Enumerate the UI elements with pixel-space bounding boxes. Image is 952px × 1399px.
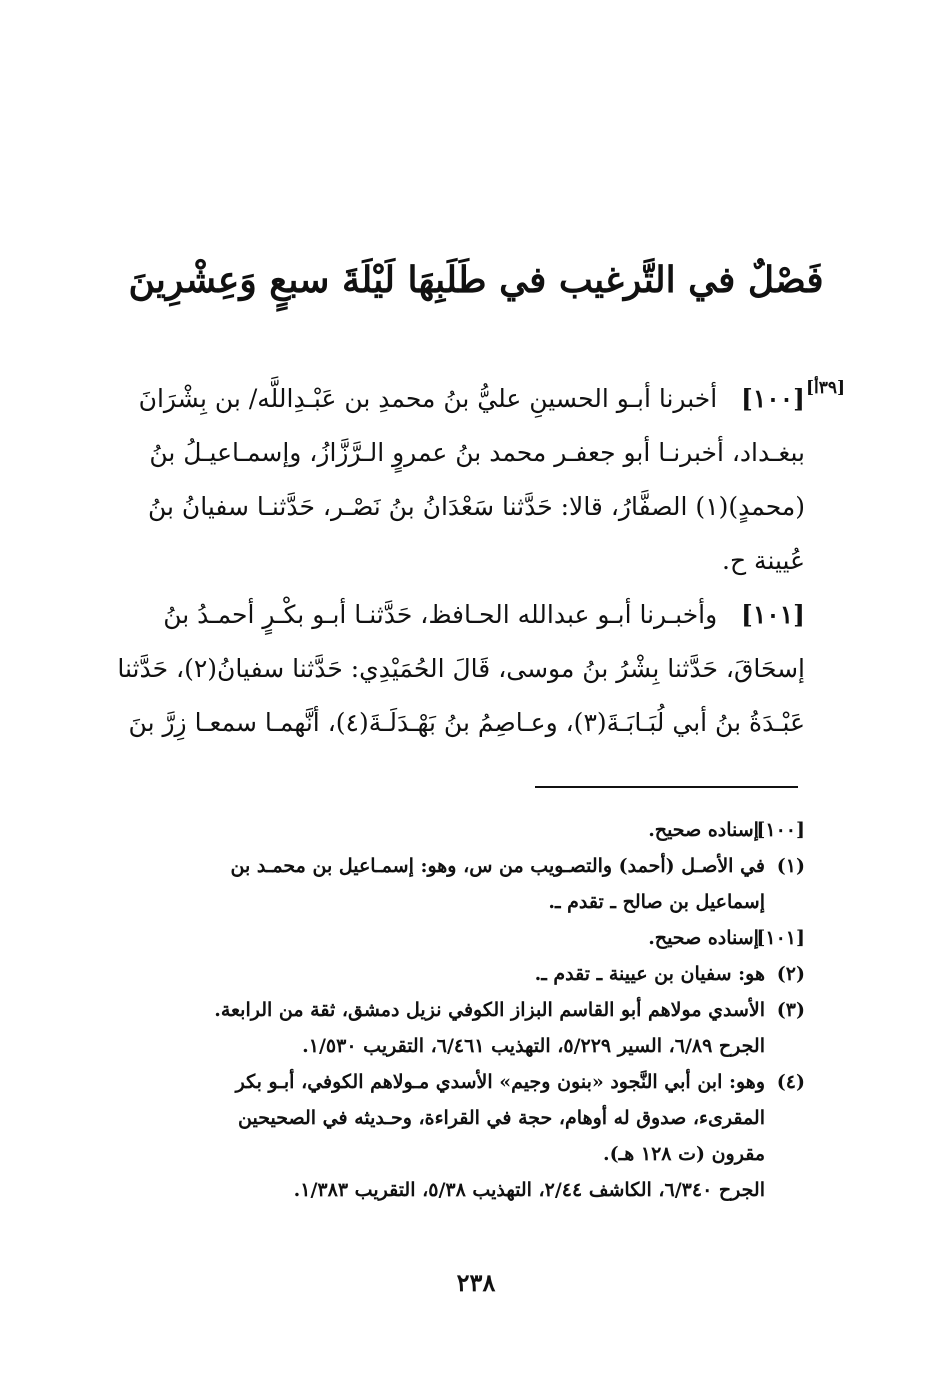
paragraph-line: (محمدٍ)(١) الصفَّارُ، قالا: حَدَّثنا سَعْدَانُ بنُ نَصْـر، حَدَّثنـا سفيانُ بنُ [147, 492, 805, 521]
paragraph-line-text: وأخبـرنا أبـو عبدالله الحـافظ، حَدَّثنـا أبـو بكْـرٍ أحمـدُ بنُ [163, 600, 718, 629]
footnote-separator [535, 786, 798, 788]
footnote-line [108, 920, 805, 956]
footnote-text: إسناده صحيح. [648, 927, 759, 949]
section-title: فَصْلٌ في التَّرغيب في طَلَبِهَا لَيْلَةَ سبعٍ وَعِشْرِينَ [128, 259, 824, 301]
paragraph-line: عَبْـدَةُ بنُ أبي لُبَـابَـةَ(٣)، وعـاصِمُ بنُ بَهْـدَلَـةَ(٤)، أنَّهمـا سمعـا زِرَّ بنَ [128, 708, 805, 737]
footnote-text: وهو: ابن أبي النَّجود «بنون وجيم» الأسدي مـولاهم الكوفي، أبـو بكر [235, 1071, 765, 1093]
footnote-text: هو: سفيان بن عيينة ـ تقدم ـ. [534, 963, 765, 985]
footnote-line [108, 956, 805, 992]
footnote-mark: (٣) [776, 999, 805, 1021]
hadith-number: [١٠٠] [741, 384, 805, 413]
footnote-mark: [١٠١] [756, 927, 805, 949]
paragraph-line: عُيينة ح. [722, 546, 805, 575]
page-number: ٢٣٨ [456, 1268, 496, 1297]
footnote-item [108, 848, 805, 920]
footnote-text: مقرون (ت ١٢٨ هـ). [603, 1143, 765, 1165]
footnote-text: في الأصـل (أحمد) والتصـويب من س، وهو: إسمـاعيل بن محمـد بن [230, 855, 765, 877]
paragraph-line [108, 372, 805, 426]
footnote-text: الجرح ٦/٣٤٠، الكاشف ٢/٤٤، التهذيب ٥/٣٨، التقريب ١/٣٨٣. [293, 1179, 765, 1201]
footnote-text: الأسدي مولاهم أبو القاسم البزاز الكوفي نزيل دمشق، ثقة من الرابعة. [214, 999, 765, 1021]
footnote-item [108, 992, 805, 1064]
footnote-item [108, 1064, 805, 1208]
footnote-text: المقرىء، صدوق له أوهام، حجة في القراءة، وحـديثه في الصحيحين [238, 1107, 765, 1129]
footnote-mark: (١) [776, 855, 805, 877]
footnote-text: إسناده صحيح. [648, 819, 759, 841]
paragraph-line-text: أخبرنا أبـو الحسينِ عليُّ بنُ محمدِ بن عَبْـدِاللَّه/ بن بِشْرَانَ [138, 384, 718, 413]
footnote-text: إسماعيل بن صالح ـ تقدم ـ. [548, 891, 765, 913]
paragraph-line: ببغـداد، أخبرنـا أبو جعفـر محمد بنُ عمروٍ الـرَّزَّازُ، وإسمـاعيـلُ بنُ [149, 438, 805, 467]
footnote-mark: (٤) [776, 1071, 805, 1093]
footnote-mark: [١٠٠] [756, 819, 805, 841]
footnote-text: الجرح ٦/٨٩، السير ٥/٢٢٩، التهذيب ٦/٤٦١، التقريب ١/٥٣٠. [302, 1035, 765, 1057]
hadith-paragraph-101 [108, 588, 805, 750]
margin-folio-note: [٣٩أ] [806, 378, 846, 398]
footnote-mark: (٢) [776, 963, 805, 985]
footnote-line [108, 848, 805, 884]
footnote-item [108, 956, 805, 992]
footnote-line [108, 992, 805, 1028]
footnotes [108, 812, 805, 1208]
hadith-paragraph-100 [108, 372, 805, 588]
footnote-line [108, 812, 805, 848]
paragraph-line [108, 588, 805, 642]
paragraph-line: إسحَاقَ، حَدَّثنا بِشْرُ بنُ موسى، قَالَ الحُمَيْدِي: حَدَّثنا سفيانُ(٢)، حَدَّثنا [117, 654, 805, 683]
hadith-number: [١٠١] [741, 600, 805, 629]
footnote-item [108, 920, 805, 956]
footnote-item [108, 812, 805, 848]
footnote-line [108, 1064, 805, 1100]
